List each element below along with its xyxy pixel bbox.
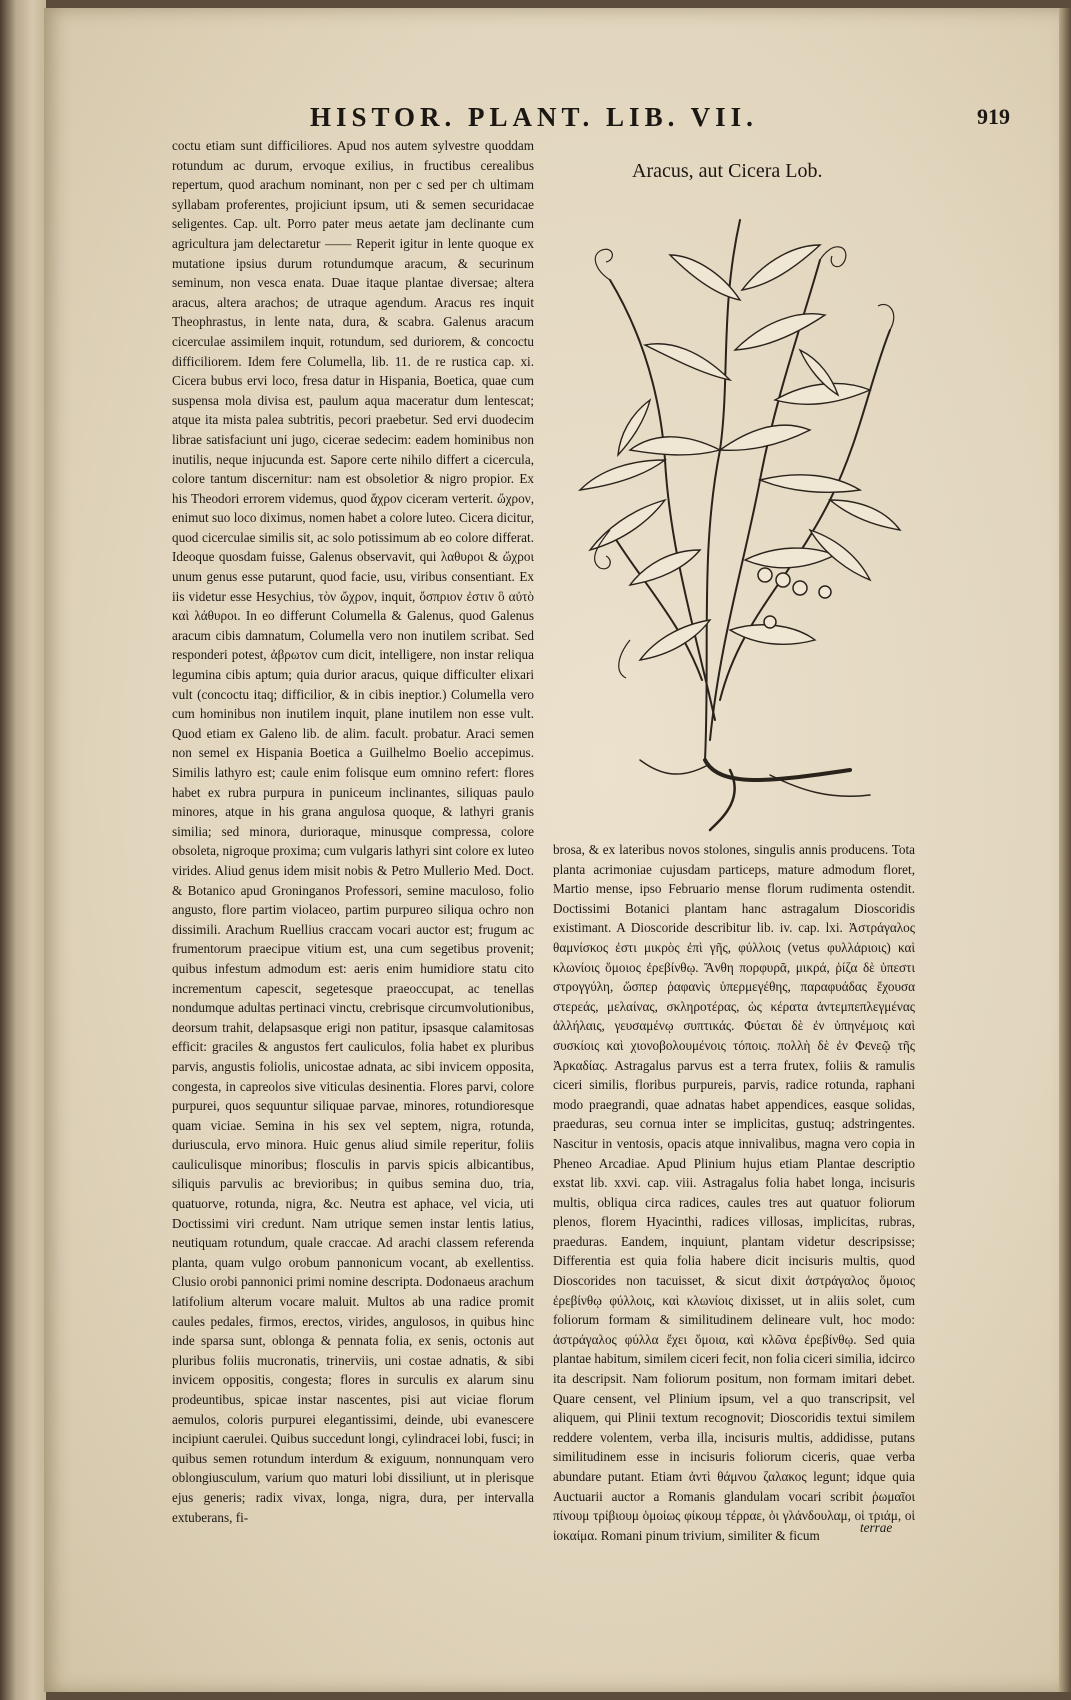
left-column-text: coctu etiam sunt difficiliores. Apud nos autem sylvestre quoddam rotundum ac durum, ervoque exilius, in fructibus cerealibus repertum, quod arachum nominant, non per c sed per ch ultimam syllabam proferentes, projiciunt ipsum, uti & semen securidacae seligentes. Cap. ult. Porro pater meus aetate jam declinante cum agricultura jam delectaretur —— Reperit igitur in lente quoque ex mutatione ipsius durum rotundumque aracum, & securinum seminum, non vesca enata. Duae itaque plantae diversae; altera aracus, altera arachos; de utraque agendum. Aracus res inquit Theophrastus, in lente nata, dura, & scabra. Galenus aracum cicerculae assimilem inquit, rotundum, sed duriorem, & concoctu difficiliorem. Idem fere Columella, lib. 11. de re rustica cap. xi. Cicera bubus ervi loco, fresa datur in Hispania, Boetica, quae cum suspensa mola divisa est, paulum aqua maceratur dum lentescat; atque ita mista palea subtritis, pecori praebetur. Sed ervi duodecim librae satisfaciunt uni jugo, cicerae sedecim: eadem hominibus non inutilis, neque injucunda est. Sapore certe nihilo differt a cicercula, colore tantum discernitur: nam est obsoletior & nigro propior. Ex his Theodori errorem videmus, quod ἄχρον ciceram verterit. ὤχρον, enimut suo loco diximus, nomen habet a colore luteo. Cicera dicitur, quod cicerculae similis sit, ac solo potissimum ab eo colore differat. Ideoque quosdam fuisse, Galenus observavit, qui λαθυροι & ὤχροι unum genus esse putarunt, quod facie, usu, viribus consentiant. Ex iis videtur esse Hesychius, τὸν ὤχρον, inquit, ὄσπριον ἐστιν ὃ αὐτὸ καὶ λάθυροι. In eo differunt Columella & Galenus, quod Galenus aracum cibis damnatum, Columella vero non inutilem scribat. Sed responderi potest, ἀβρωτον cum dicit, intelligere, non instar reliqua legumina cibis aptum; quia durior aracus, quique difficulter elixari vult (concoctu itaq; difficilior, & in cibis ineptior.) Columella vero cum hominibus non inutilem inquit, plane inutilem non esse vult. Quod etiam ex Galeno lib. de alim. facult. probatur. Araci semen non semel ex Hispania Boetica a Guilhelmo Boelio accepimus. Similis lathyro est; caule enim folisque eum omnino refert: flores habet ex rubra purpura in puniceum inclinantes, siliquas paulo minores, atque in his grana angulosa quoque, & lathyri granis similia; sed minora, durioraque, minusque compressa, colore obsoleta, nigroque proxima; cum vulgaris lathyri sint colore ex luteo virides. Aliud genus idem misit nobis & Petro Mullerio Med. Doct. & Botanico apud Groninganos Professori, semine maculoso, folio angusto, flore partim violaceo, partim purpureo siliqua ochro non dissimili. Arachum Ruellius craccam vocari auctor est; frugum ac frumentorum praecipue vitium est, una cum segetibus provenit; quibus infestum admodum est: aeris enim humidiore statu cito incrementum capescit, segetesque praeoccupat, ac tenellas nondumque adultas pertinaci vinctu, crebrisque circumvolutionibus, deorsum trahit, delapsasque erigi non patitur, ipsasque calamitosas efficit: graciles & angustos fert cauliculos, folia habet ex pluribus parvis, angustis foliolis, unicostae adnata, ac sibi invicem opposita, congesta, in capreolos sive viticulas desinentia. Flores parvi, colore purpurei, quos sequuntur siliquae parvae, minores, rotundioresque quam viciae. Semina in his sex vel septem, nigra, rotunda, duriuscula, ervo minora. Huic genus aliud simile reperitur, foliis cauliculisque minoribus; flosculis in parvis spicis albicantibus, siliquis parvulis ac brevioribus; in quibus semina duo, tria, quatuorve, rotunda, nigra, &c. Neutra est aphace, vel vicia, uti Doctissimi viri credunt. Nam utrique semen instar lentis latius, neutiquam rotundum, quale craccae. Ad arachi classem referenda planta, quam vulgo orobum pannonicum vocant, ab exellentiss. Clusio orobi pannonici primi nomine descripta. Dodonaeus arachum latifolium alterum vocare maluit. Multos ab una radice promit caules pedales, firmos, erectos, virides, angulosos, in quibus hinc inde sparsa sunt, oblonga & pennata folia, ex senis, octonis aut pluribus foliis mucronatis, trinerviis, uni costae adnatis, & sibi invicem oppositis, congesta; flores in surculis ex alarum sinu prodeuntibus, spicae instar nascentes, pisi aut viciae florum aemulos, coloris purpurei elegantissimi, deinde, ubi evanescere incipiunt caerulei. Quibus succedunt longi, cylindracei lobi, fusci; in quibus semen rotundum interdum & exiguum, nonnunquam vero oblongiusculum, varium quo maturi lobi dissiliunt, ut in plerisque ejus generis; radix vivax, longa, nigra, dura, per intervalla extuberans, fi- — [172, 138, 534, 1525]
left-text-column — [172, 136, 534, 1527]
catchword: terrae — [860, 1520, 893, 1535]
book-spine — [0, 0, 46, 1700]
page-number: 919 — [977, 104, 1010, 129]
page-edge — [1059, 8, 1071, 1692]
woodcut-plant-icon — [570, 200, 910, 835]
right-text-column — [553, 840, 915, 1545]
right-column-text: brosa, & ex lateribus novos stolones, singulis annis producens. Tota planta acrimoniae cujusdam particeps, mature admodum floret, Martio mense, ipso Februario mense florum rudimenta ostendit. Doctissimi Botanici plantam hanc astragalum Dioscoridis existimant. A Dioscoride describitur lib. iv. cap. lxi. Ἀστράγαλος θαμνίσκος ἐστι μικρὸς ἐπὶ γῆς, φύλλοις (vetus φυλλάριοις) καὶ κλωνίοις ὅμοιος ἐρεβίνθῳ. Ἄνθη πορφυρᾶ, μικρά, ῥίζα δὲ ὑπεστι στρογγύλη, ὥσπερ ῥαφανὶς ὑπερμεγέθης, παραφυάδας ἔχουσα στερεάς, μελαίνας, σκληροτέρας, ὡς κέρατα ἀντεμπεπλεγμένας ἀλλήλαις, γευσαμένῳ συπτικάς. Φύεται δὲ ἐν ὑπηνέμοις καὶ συσκίοις καὶ χιονοβολουμένοις τόποις. πολλὴ δὲ ἐν Φενεῷ τῆς Ἀρκαδίας. Astragalus parvus est a terra frutex, foliis & ramulis ciceri similis, floribus purpureis, parvis, radice rotunda, raphani modo praegrandi, quae adnatas habet appendices, easque solidas, praeduras, seu cornua inter se implicitas, gustuq; adstringentes. Nascitur in ventosis, opacis atque innivalibus, magna vero copia in Pheneo Arcadiae. Apud Plinium hujus etiam Plantae descriptio exstat lib. xxvi. cap. viii. Astragalus folia habet longa, incisuris multis, obliqua circa radices, caules tres aut quatuor foliorum plenos, florem Hyacinthi, radices villosas, implicitas, rubras, praeduras. Eandem, inquiunt, plantam videtur descripsisse; Differentia est quia folia habere dicit incisuris multis, quod Dioscorides non tacuisset, & sicut dixit ἀστράγαλος ὅμοιος ἐρεβίνθῳ φύλλοις, καὶ κλωνίοις dixisset, ut in aliis solet, cum foliorum formam & similitudinem delineare vult, hoc modo: ἀστράγαλος φύλλα ἔχει ὅμοια, καὶ κλῶνα ἐρεβίνθῳ. Sed quia plantae habitum, similem ciceri fecit, non folia ciceri similia, idcirco ita descripsit. Nam foliorum positum, non formam imitari debet. Quare censent, vel Plinium ipsum, vel a quo transcripsit, vel aliquem, qui Plinii textum recognovit; Dioscoridis textui similem reddere volentem, verba illa, incisuris multis, addidisse, putans similitudinem esse in incisuris foliorum ciceris, quae verba abundare putant. Etiam ἀντὶ θάμνου ζαλακος legunt; idque quia Auctuarii auctor a Romanis glandulam vocari scribit ῥωμαῖοι πίνουμ τρίβιουμ ὁμοίως φίκουμ τέρραε, ὁι γλάνδουλαμ, οἱ τριάμ, οἱ ἰοκαίμα. Romani pinum trivium, similiter & ficum — [553, 842, 915, 1543]
figure-caption: Aracus, aut Cicera Lob. — [632, 160, 823, 182]
running-head: HISTOR. PLANT. LIB. VII. — [310, 102, 758, 132]
